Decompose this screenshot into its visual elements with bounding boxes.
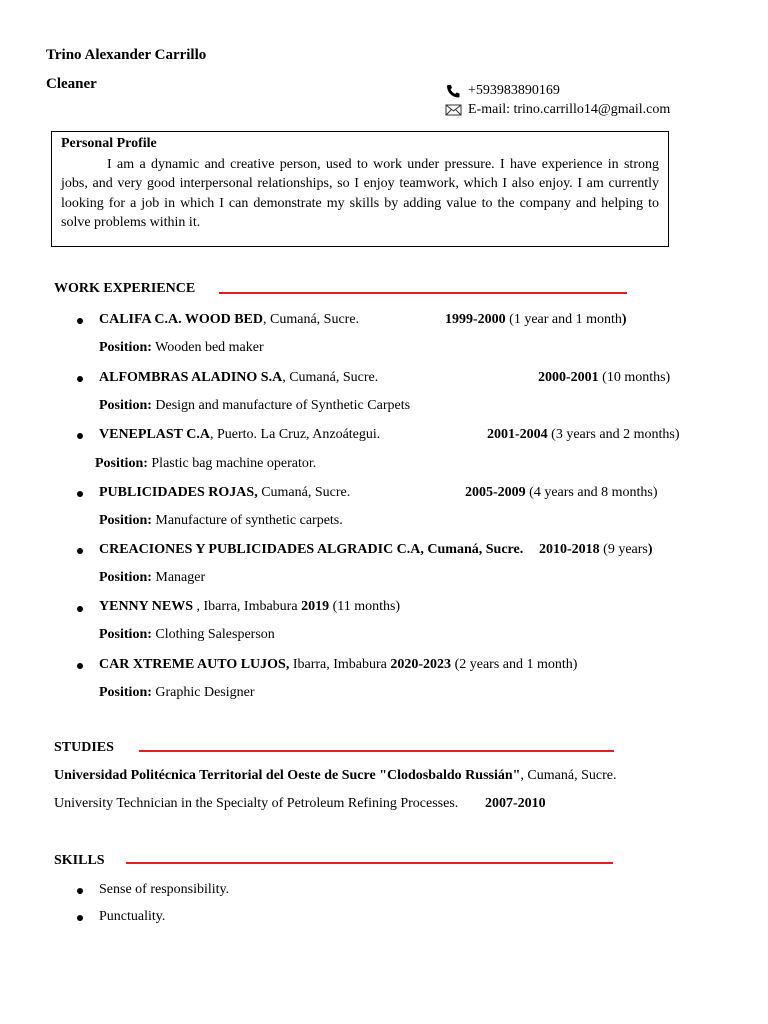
job-position — [99, 627, 275, 643]
university-location: , Cumaná, Sucre. — [520, 768, 617, 783]
job-duration: (4 years and 8 months) — [525, 485, 658, 500]
email-address: E-mail: trino.carrillo14@gmail.com — [468, 102, 671, 117]
position-label: Position: — [95, 456, 148, 471]
job-company: ALFOMBRAS ALADINO S.A — [99, 370, 283, 385]
bullet — [77, 915, 83, 921]
job-years: 2020-2023 — [390, 657, 452, 672]
job-company: CALIFA C.A. WOOD BED — [99, 312, 264, 327]
job-location: Cumaná, Sucre. — [257, 485, 351, 500]
job-years: 1999-2000 — [445, 312, 506, 327]
skills-heading: SKILLS — [54, 853, 105, 868]
study-institution — [54, 768, 616, 784]
job-years: 2000-2001 — [538, 370, 599, 385]
bullet — [77, 606, 83, 612]
bullet — [77, 318, 83, 324]
position-value: Wooden bed maker — [151, 340, 264, 355]
job-entry — [99, 485, 350, 501]
position-label: Position: — [99, 513, 152, 528]
job-location: Ibarra, Imbabura — [289, 657, 391, 672]
job-period — [487, 427, 679, 443]
job-entry — [99, 542, 523, 558]
job-position — [99, 685, 255, 701]
envelope-icon — [445, 103, 463, 117]
job-location: , Cumaná, Sucre. — [263, 312, 360, 327]
job-location: , Cumaná, Sucre. — [282, 370, 379, 385]
job-location: , Puerto. La Cruz, Anzoátegui. — [210, 427, 381, 442]
position-value: Design and manufacture of Synthetic Carpets — [151, 398, 411, 413]
bullet — [77, 433, 83, 439]
job-entry — [99, 370, 378, 386]
position-label: Position: — [99, 570, 152, 585]
phone-number: +593983890169 — [468, 83, 560, 98]
work-experience-divider — [219, 292, 627, 294]
position-value: Manufacture of synthetic carpets. — [151, 513, 343, 528]
profile-text: I am a dynamic and creative person, used to work under pressure. I have experience in strong jobs, and very good interpersonal relationships, so I enjoy teamwork, which I also enjoy. I am currently looking for a job in which I can demonstrate my skills by adding value to the company and helping to solve problems within it. — [61, 157, 659, 230]
job-position — [99, 340, 264, 356]
phone-row — [445, 83, 560, 99]
studies-heading: STUDIES — [54, 740, 114, 755]
job-entry — [99, 657, 577, 673]
job-company: YENNY NEWS — [99, 599, 193, 614]
job-period — [465, 485, 657, 501]
bullet — [77, 663, 83, 669]
job-position — [95, 456, 316, 472]
study-degree: University Technician in the Specialty of Petroleum Refining Processes. — [54, 796, 459, 811]
job-period — [538, 370, 670, 386]
position-label: Position: — [99, 340, 152, 355]
personal-profile-box — [51, 131, 669, 247]
job-years: 2019 — [301, 599, 330, 614]
bullet — [77, 491, 83, 497]
job-location: , Ibarra, Imbabura — [193, 599, 302, 614]
job-duration-close: ) — [621, 312, 627, 327]
job-company: CREACIONES Y PUBLICIDADES ALGRADIC C.A, Cumaná, Sucre. — [99, 542, 524, 557]
position-value: Plastic bag machine operator. — [147, 456, 317, 471]
studies-divider — [139, 750, 614, 752]
job-duration: (10 months) — [598, 370, 671, 385]
position-value: Clothing Salesperson — [151, 627, 275, 642]
job-duration: (9 years — [599, 542, 648, 557]
position-value: Manager — [151, 570, 206, 585]
skill-item: Sense of responsibility. — [99, 882, 230, 897]
job-duration: (3 years and 2 months) — [547, 427, 680, 442]
position-label: Position: — [99, 685, 152, 700]
skills-divider — [126, 862, 613, 864]
job-position — [99, 513, 343, 529]
job-duration: (11 months) — [329, 599, 401, 614]
work-experience-heading: WORK EXPERIENCE — [54, 281, 196, 296]
job-duration-close: ) — [647, 542, 653, 557]
job-position — [99, 398, 410, 414]
candidate-name: Trino Alexander Carrillo — [46, 47, 207, 63]
job-years: 2010-2018 — [539, 542, 600, 557]
job-company: VENEPLAST C.A — [99, 427, 210, 442]
job-position — [99, 570, 205, 586]
email-row — [445, 102, 670, 118]
job-period — [539, 542, 653, 558]
job-years: 2001-2004 — [487, 427, 548, 442]
job-company: PUBLICIDADES ROJAS, — [99, 485, 258, 500]
job-entry — [99, 427, 380, 443]
skill-item: Punctuality. — [99, 909, 166, 924]
university-name: Universidad Politécnica Territorial del Oeste de Sucre "Clodosbaldo Russián" — [54, 768, 521, 783]
study-years: 2007-2010 — [485, 796, 546, 811]
job-years: 2005-2009 — [465, 485, 526, 500]
bullet — [77, 888, 83, 894]
position-label: Position: — [99, 398, 152, 413]
bullet — [77, 548, 83, 554]
bullet — [77, 376, 83, 382]
position-value: Graphic Designer — [151, 685, 255, 700]
job-period — [445, 312, 627, 328]
job-entry — [99, 312, 359, 328]
job-company: CAR XTREME AUTO LUJOS, — [99, 657, 290, 672]
phone-icon — [445, 84, 463, 98]
profile-heading: Personal Profile — [61, 136, 157, 151]
job-duration: (1 year and 1 month — [505, 312, 622, 327]
job-duration: (2 years and 1 month) — [451, 657, 578, 672]
job-title: Cleaner — [46, 76, 97, 92]
job-entry — [99, 599, 400, 615]
position-label: Position: — [99, 627, 152, 642]
